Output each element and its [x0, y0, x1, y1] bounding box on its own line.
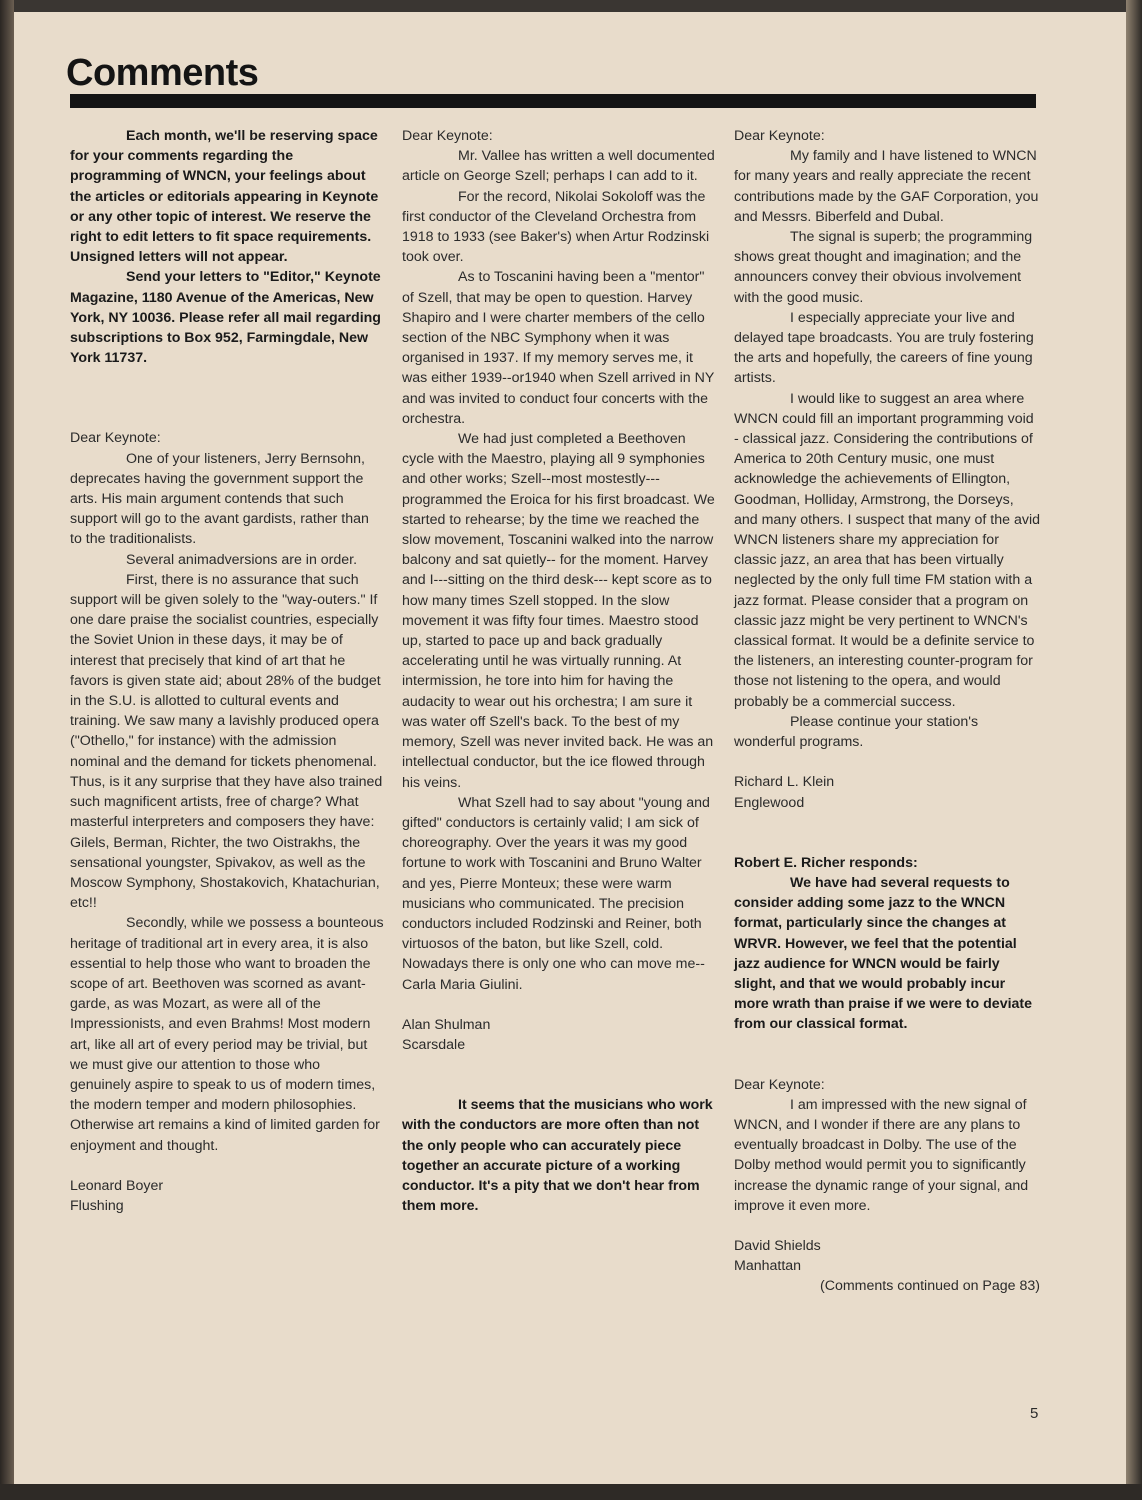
column-2: [402, 126, 715, 1216]
intro-address: Send your letters to "Editor," Keynote Magazine, 1180 Avenue of the Americas, New York, NY 10036. Please refer all mail regarding subscriptions to Box 952, Farmingdale, New York 11737.: [70, 269, 381, 367]
letter-paragraph: Please continue your station's wonderful programs.: [734, 713, 979, 751]
letter-signature-place: Manhattan: [734, 1258, 802, 1275]
continued-note: (Comments continued on Page 83): [819, 1278, 1040, 1295]
letter-salutation: Dear Keynote:: [734, 1076, 825, 1093]
letter-signature-place: Englewood: [734, 794, 805, 811]
letter-signature-place: Scarsdale: [402, 1036, 466, 1053]
response-heading: Robert E. Richer responds:: [734, 854, 918, 871]
page-number: 5: [1030, 1405, 1039, 1422]
letter-paragraph: What Szell had to say about "young and gifted" conductors is certainly valid; I am sick of choreography. Over the years it was my good fortune to work with Toscanini and Bruno Walter and yes, Pierre Monteux; these were warm musicians who communicated. The precision conductors included Rodzinski and Reiner, both virtuosos of the baton, but like Szell, cold. Nowadays there is only one who can move me-- Carla Maria Giulini.: [402, 794, 710, 993]
letter-paragraph: My family and I have listened to WNCN for many years and really appreciate the recent contributions made by the GAF Corporation, you and Messrs. Biberfeld and Dubal.: [734, 148, 1039, 225]
title-rule: [70, 94, 1036, 108]
letter-paragraph: One of your listeners, Jerry Bernsohn, deprecates having the government support the arts. His main argument contends that such support will go to the avant gardists, rather than to the traditionalists.: [70, 450, 369, 548]
column-1: [70, 126, 384, 1216]
letter-paragraph: Secondly, while we possess a bounteous heritage of traditional art in every area, it is also essential to help those who want to broaden the scope of art. Beethoven was scorned as avant-garde, as was Mozart, as were all of the Impressionists, and even Brahms! Most modern art, like all art of every period may be trivial, but we must give our attention to those who genuinely aspire to speak to us of modern times, the modern temper and modern philosophies. Otherwise art remains a kind of limited garden for enjoyment and thought.: [70, 915, 384, 1154]
column-3: [734, 126, 1040, 1297]
letter-paragraph: For the record, Nikolai Sokoloff was the first conductor of the Cleveland Orchestra from 1918 to 1933 (see Baker's) when Artur Rodzinski took over.: [402, 188, 710, 266]
intro-paragraph: Each month, we'll be reserving space for your comments regarding the programming of WNCN, your feelings about the articles or editorials appearing in Keynote or any other topic of interest. We reserve the right to edit letters to fit space requirements. Unsigned letters will not appear.: [70, 128, 379, 266]
letter-signature-name: Leonard Boyer: [70, 1177, 164, 1194]
letter-paragraph: Several animadversions are in order.: [126, 551, 358, 568]
letter-paragraph: I would like to suggest an area where WNCN could fill an important programming void - classical jazz. Considering the contributions of America to 20th Century music, one must acknowledge the achievements of Ellington, Goodman, Holliday, Armstrong, the Dorseys, and many others. I suspect that many of the avid WNCN listeners share my appreciation for classic jazz, an area that has been virtually neglected by the only full time FM station with a jazz format. Please consider that a program on classic jazz might be very pertinent to WNCN's classical format. It would be a definite service to the listeners, an interesting counter-program for those not listening to the opera, and would probably be a commercial success.: [734, 390, 1040, 710]
page-title: Comments: [66, 52, 259, 94]
letter-signature-name: Alan Shulman: [402, 1016, 491, 1033]
letter-paragraph: First, there is no assurance that such support will be given solely to the "way-outers." If one dare praise the socialist countries, especially the Soviet Union in these days, it may be of interest that precisely that kind of art that he favors is given state aid; about 28% of the budget in the S.U. is allotted to cultural events and training. We saw many a lavishly produced opera ("Othello," for instance) with the admission nominal and the demand for tickets phenomenal. Thus, is it any surprise that they have also trained such magnificent artists, free of charge? What masterful interpreters and composers they have: Gilels, Berman, Richter, the two Oistrakhs, the sensational youngster, Spivakov, as well as the Moscow Symphony, Shostakovich, Khatachurian, etc!!: [70, 571, 383, 912]
letter-paragraph: I am impressed with the new signal of WNCN, and I wonder if there are any plans to eventually broadcast in Dolby. The use of the Dolby method would permit you to significantly increase the dynamic range of your signal, and improve it even more.: [734, 1096, 1029, 1214]
letter-paragraph: As to Toscanini having been a "mentor" of Szell, that may be open to question. Harvey Shapiro and I were charter members of the cello section of the NBC Symphony when it was organised in 1937. If my memory serves me, it was either 1939--or1940 when Szell arrived in NY and was invited to conduct four concerts with the orchestra.: [402, 269, 715, 427]
binding-shadow: [0, 0, 14, 1500]
letter-signature-place: Flushing: [70, 1197, 124, 1214]
editor-note: It seems that the musicians who work with the conductors are more often than not the only people who can accurately piece together an accurate picture of a working conductor. It's a pity that we don't hear from them more.: [402, 1097, 713, 1215]
magazine-page: [14, 12, 1126, 1484]
letter-salutation: Dear Keynote:: [70, 430, 161, 447]
letter-salutation: Dear Keynote:: [734, 128, 825, 144]
letter-paragraph: We had just completed a Beethoven cycle with the Maestro, playing all 9 symphonies and other works; Szell--most mostestly--- programmed the Eroica for his first broadcast. We started to rehearse; by the time we reached the slow movement, Toscanini walked into the narrow balcony and sat quietly-- for the moment. Harvey and I---sitting on the third desk--- kept score as to how many times Szell stopped. In the slow movement it was fifty four times. Maestro stood up, started to pace up and back gradually accelerating until he was virtually running. At intermission, he tore into him for having the audacity to wear out his orchestra; I am sure it was water off Szell's back. To the best of my memory, Szell was never invited back. He was an intellectual conductor, but the ice flowed through his veins.: [402, 431, 715, 791]
response-text: We have had several requests to consider adding some jazz to the WNCN format, particularly since the changes at WRVR. However, we feel that the potential jazz audience for WNCN would be fairly slight, and that we would probably incur more wrath than praise if we were to deviate from our classical format.: [734, 874, 1033, 1033]
letter-paragraph: The signal is superb; the programming shows great thought and imagination; and the announcers convey their obvious involvement with the good music.: [734, 229, 1033, 306]
page-edge-bottom: [0, 1484, 1142, 1500]
letter-signature-name: David Shields: [734, 1237, 821, 1254]
page-edge-right: [1126, 0, 1142, 1500]
letter-paragraph: Mr. Vallee has written a well documented article on George Szell; perhaps I can add to it.: [402, 148, 715, 185]
letter-signature-name: Richard L. Klein: [734, 774, 835, 791]
letter-paragraph: I especially appreciate your live and delayed tape broadcasts. You are truly fostering the arts and hopefully, the careers of fine young artists.: [734, 309, 1034, 387]
letter-salutation: Dear Keynote:: [402, 128, 493, 144]
